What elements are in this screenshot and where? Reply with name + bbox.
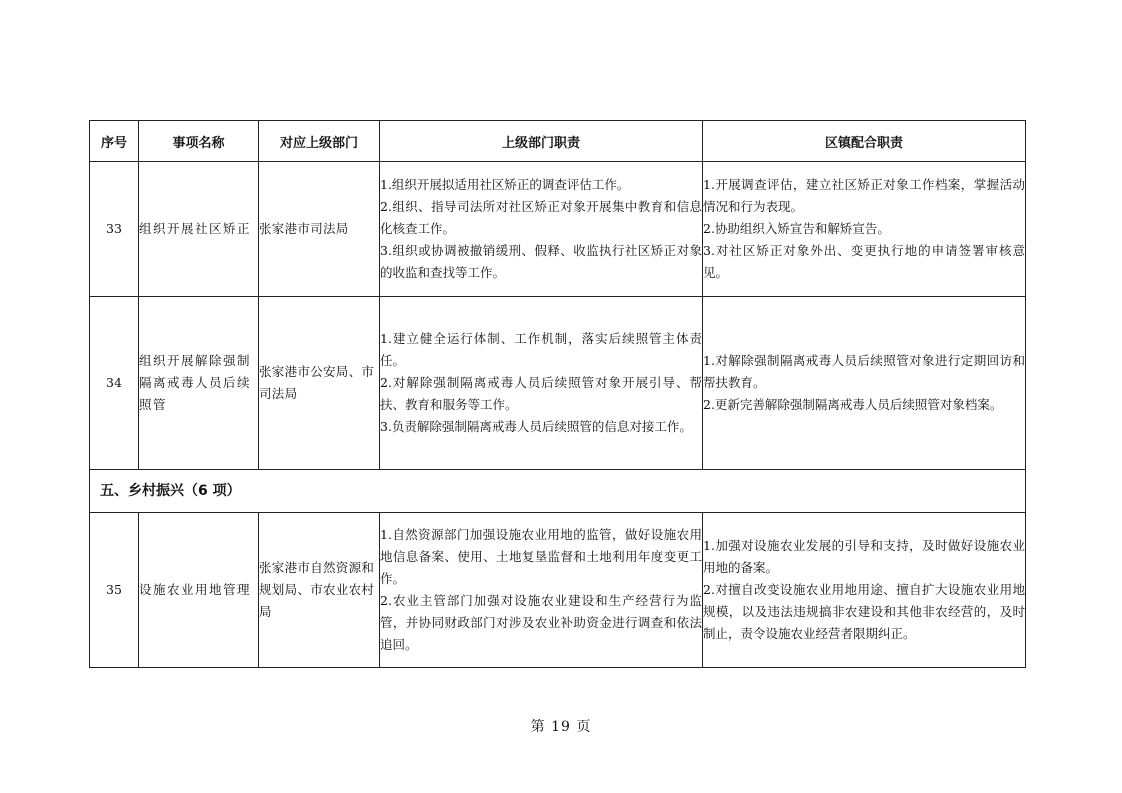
duty-line: 1.建立健全运行体制、工作机制，落实后续照管主体责任。 — [380, 331, 702, 368]
duty-line: 2.协助组织入矫宣告和解矫宣告。 — [703, 221, 890, 236]
row-upper-dept: 张家港市司法局 — [259, 162, 380, 297]
duty-line: 2.对擅自改变设施农业用地用途、擅自扩大设施农业用地规模，以及违法违规搞非农建设和其他非农经营的，及时制止，责令设施农业经营者限期纠正。 — [703, 582, 1025, 641]
table-row — [90, 162, 1026, 297]
page-number: 第 19 页 — [530, 719, 592, 735]
table-row — [90, 297, 1026, 470]
duty-line: 2.更新完善解除强制隔离戒毒人员后续照管对象档案。 — [703, 397, 1003, 412]
duty-line: 1.开展调查评估，建立社区矫正对象工作档案，掌握活动情况和行为表现。 — [703, 177, 1025, 214]
row-town-duties — [703, 297, 1026, 470]
row-upper-dept: 张家港市公安局、市司法局 — [259, 297, 380, 470]
row-upper-duties — [380, 162, 703, 297]
duty-line: 2.对解除强制隔离戒毒人员后续照管对象开展引导、帮扶、教育和服务等工作。 — [380, 375, 702, 412]
table-header-row — [90, 121, 1026, 162]
duty-line: 1.加强对设施农业发展的引导和支持，及时做好设施农业用地的备案。 — [703, 538, 1025, 575]
duty-line: 1.对解除强制隔离戒毒人员后续照管对象进行定期回访和帮扶教育。 — [703, 353, 1025, 390]
header-town-duties: 区镇配合职责 — [703, 121, 1026, 162]
row-seq: 35 — [90, 513, 139, 668]
header-item-name: 事项名称 — [139, 121, 259, 162]
duty-line: 2.农业主管部门加强对设施农业建设和生产经营行为监管，并协同财政部门对涉及农业补助资金进行调查和依法追回。 — [380, 593, 702, 652]
table-row — [90, 513, 1026, 668]
section-row — [90, 470, 1026, 513]
row-upper-duties — [380, 297, 703, 470]
row-seq: 33 — [90, 162, 139, 297]
row-town-duties — [703, 513, 1026, 668]
row-seq: 34 — [90, 297, 139, 470]
duty-line: 3.组织或协调被撤销缓刑、假释、收监执行社区矫正对象的收监和查找等工作。 — [380, 243, 702, 280]
duty-line: 2.组织、指导司法所对社区矫正对象开展集中教育和信息化核查工作。 — [380, 199, 702, 236]
duty-line: 3.对社区矫正对象外出、变更执行地的申请签署审核意见。 — [703, 243, 1025, 280]
row-upper-duties — [380, 513, 703, 668]
row-item-name: 组织开展社区矫正 — [139, 162, 259, 297]
row-item-name: 组织开展解除强制隔离戒毒人员后续照管 — [139, 297, 259, 470]
header-seq: 序号 — [90, 121, 139, 162]
header-upper-dept: 对应上级部门 — [259, 121, 380, 162]
section-title: 五、乡村振兴（6 项） — [90, 470, 1026, 513]
duty-line: 1.自然资源部门加强设施农业用地的监管，做好设施农用地信息备案、使用、土地复垦监督和土地利用年度变更工作。 — [380, 527, 702, 586]
duty-line: 3.负责解除强制隔离戒毒人员后续照管的信息对接工作。 — [380, 419, 692, 434]
row-town-duties — [703, 162, 1026, 297]
row-upper-dept: 张家港市自然资源和规划局、市农业农村局 — [259, 513, 380, 668]
header-upper-duties: 上级部门职责 — [380, 121, 703, 162]
row-item-name: 设施农业用地管理 — [139, 513, 259, 668]
duty-line: 1.组织开展拟适用社区矫正的调查评估工作。 — [380, 177, 630, 192]
duty-table — [89, 120, 1026, 668]
